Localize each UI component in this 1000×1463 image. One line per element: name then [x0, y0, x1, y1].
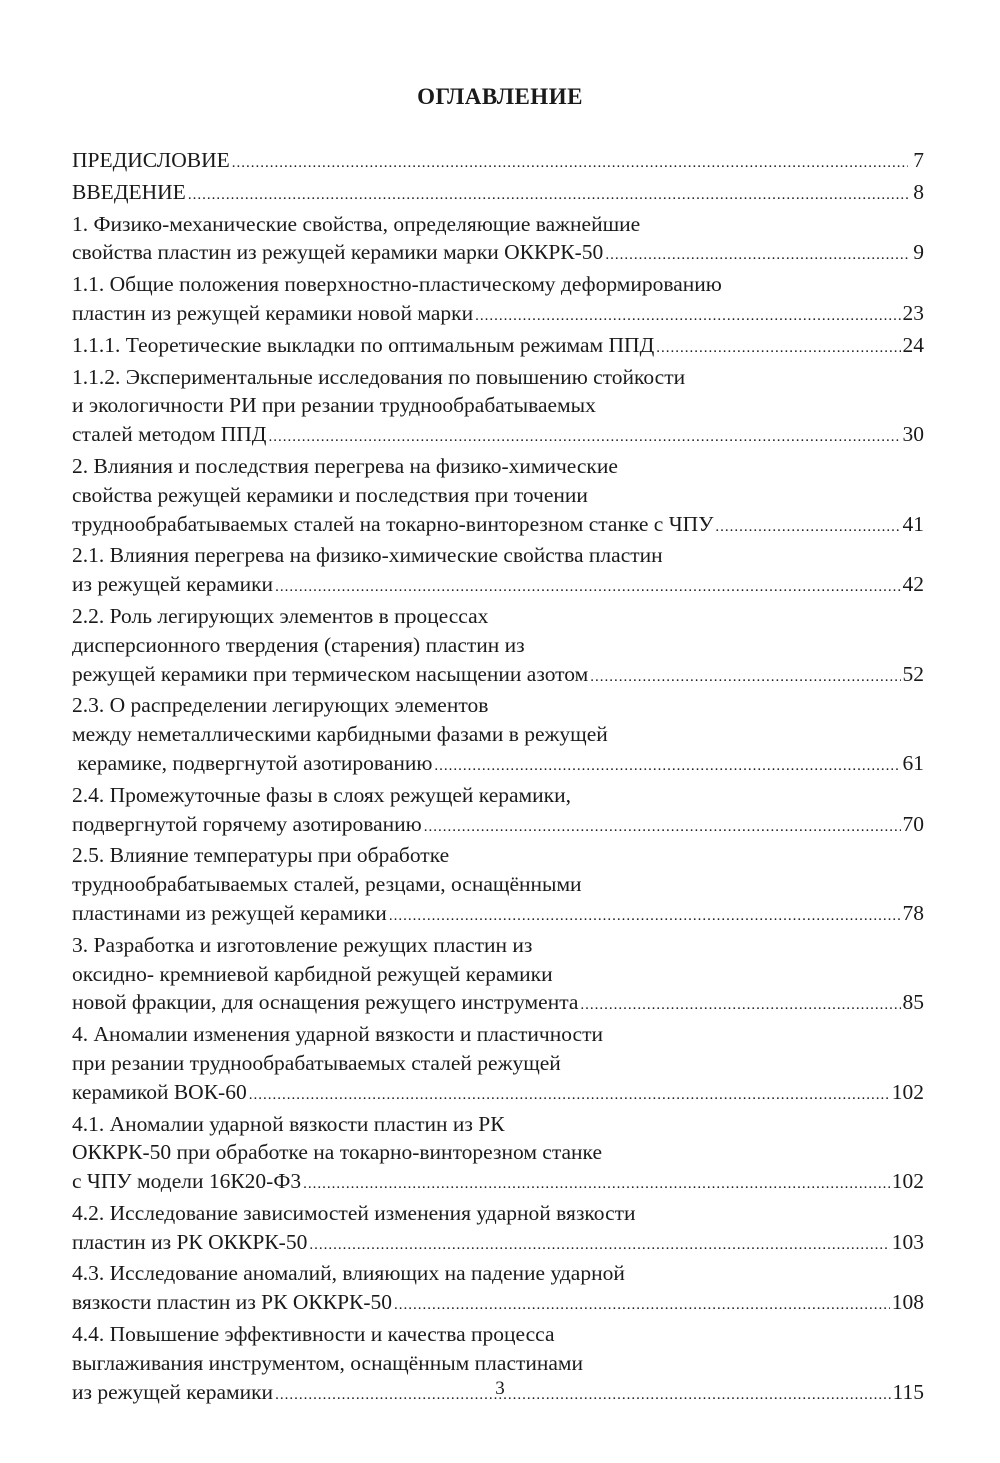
- dot-leader: [434, 752, 900, 781]
- dot-leader: [232, 149, 908, 178]
- toc-entry: [72, 781, 924, 842]
- toc-entry: [72, 331, 924, 363]
- toc-entry-last-line: [72, 1228, 924, 1260]
- toc-entry: [72, 691, 924, 780]
- dot-leader: [275, 573, 900, 602]
- dot-leader: [309, 1231, 889, 1260]
- toc-entry-line: режущей керамики при термическом насыщении азотом: [72, 661, 589, 686]
- toc-entry-line: и экологичности РИ при резании труднообрабатываемых: [72, 393, 596, 418]
- toc-page-number: 8: [913, 179, 924, 204]
- toc-entry-line: из режущей керамики: [72, 572, 274, 597]
- toc-page-number: 108: [891, 1290, 924, 1315]
- toc-entry-last-line: [72, 299, 924, 331]
- toc-entry-line: 2.5. Влияние температуры при обработке: [72, 843, 450, 868]
- toc-entry-line: 2.3. О распределении легирующих элементов: [72, 693, 489, 718]
- toc-entry-line: ОККРК-50 при обработке на токарно-винторезном станке: [72, 1140, 603, 1165]
- toc-entry-line: труднообрабатываемых сталей на токарно-винторезном станке с ЧПУ: [72, 511, 714, 536]
- toc-entry: [72, 541, 924, 602]
- toc-entry-line: оксидно- кремниевой карбидной режущей керамики: [72, 961, 553, 986]
- toc-entry-last-line: [72, 146, 924, 178]
- toc-entry-line: при резании труднообрабатываемых сталей режущей: [72, 1050, 561, 1075]
- toc-entry-line: 1.1.1. Теоретические выкладки по оптимальным режимам ППД: [72, 332, 655, 357]
- toc-entry-line: 4.2. Исследование зависимостей изменения ударной вязкости: [72, 1200, 636, 1225]
- dot-leader: [394, 1291, 890, 1320]
- toc-entry: [72, 1110, 924, 1199]
- toc-entry-line: выглаживания инструментом, оснащённым пластинами: [72, 1350, 584, 1375]
- toc-entry-line: дисперсионного твердения (старения) пластин из: [72, 632, 525, 657]
- toc-entry-last-line: [72, 331, 924, 363]
- toc-entry-line: керамикой ВОК-60: [72, 1079, 247, 1104]
- toc-entry-last-line: [72, 510, 924, 542]
- dot-leader: [475, 302, 900, 331]
- toc-entry-last-line: [72, 1288, 924, 1320]
- footer-page-number: 3: [495, 1378, 505, 1399]
- dot-leader: [268, 423, 900, 452]
- toc-page-number: 9: [913, 240, 924, 265]
- dot-leader: [580, 991, 900, 1020]
- dot-leader: [715, 513, 900, 542]
- toc-entry-line: между неметаллическими карбидными фазами в режущей: [72, 722, 608, 747]
- page-title: ОГЛАВЛЕНИЕ: [417, 84, 583, 109]
- toc-entry: [72, 146, 924, 178]
- toc-entry-last-line: [72, 570, 924, 602]
- toc-page-number: 85: [902, 990, 924, 1015]
- toc-entry-line: новой фракции, для оснащения режущего инструмента: [72, 990, 579, 1015]
- toc-page-number: 24: [902, 332, 924, 357]
- toc-entry-line: с ЧПУ модели 16К20-Ф3: [72, 1169, 302, 1194]
- toc-entry-last-line: [72, 749, 924, 781]
- dot-leader: [249, 1081, 890, 1110]
- toc-page-number: 42: [902, 572, 924, 597]
- toc-entry: [72, 270, 924, 331]
- toc-page-number: 52: [902, 661, 924, 686]
- toc-entry: [72, 363, 924, 452]
- toc-entry: [72, 210, 924, 271]
- toc-page-number: 70: [902, 811, 924, 836]
- toc-entry-line: ПРЕДИСЛОВИЕ: [72, 148, 230, 172]
- toc-entry-line: 2.4. Промежуточные фазы в слоях режущей керамики,: [72, 782, 571, 807]
- toc-entry-last-line: [72, 988, 924, 1020]
- toc-entry-line: подвергнутой горячему азотированию: [72, 811, 422, 836]
- toc-entry: [72, 1259, 924, 1320]
- toc-page-number: 30: [902, 422, 924, 447]
- toc-entry: [72, 931, 924, 1020]
- toc-entry: [72, 1199, 924, 1260]
- toc-page-number: 103: [891, 1229, 924, 1254]
- toc-entry-line: 1. Физико-механические свойства, определяющие важнейшие: [72, 211, 641, 236]
- toc-entry-line: керамике, подвергнутой азотированию: [72, 750, 433, 775]
- toc-page-number: 7: [913, 148, 924, 172]
- toc-entry-line: 2.1. Влияния перегрева на физико-химические свойства пластин: [72, 543, 663, 568]
- dot-leader: [424, 813, 901, 842]
- dot-leader: [656, 334, 900, 363]
- toc-entry: [72, 452, 924, 541]
- dot-leader: [303, 1170, 890, 1199]
- toc-entry-line: вязкости пластин из РК ОККРК-50: [72, 1290, 393, 1315]
- toc-entry-line: сталей методом ППД: [72, 422, 267, 447]
- toc-entry-line: 1.1.2. Экспериментальные исследования по повышению стойкости: [72, 364, 686, 389]
- toc-entry-line: пластинами из режущей керамики: [72, 900, 387, 925]
- toc-entry-line: пластин из режущей керамики новой марки: [72, 300, 474, 325]
- toc-entry-last-line: [72, 420, 924, 452]
- toc-entry-line: свойства пластин из режущей керамики марки ОККРК-50: [72, 240, 604, 265]
- dot-leader: [605, 241, 908, 270]
- toc-entry-line: 4.4. Повышение эффективности и качества процесса: [72, 1322, 555, 1347]
- toc-page-number: 61: [902, 750, 924, 775]
- toc-entry-last-line: [72, 1167, 924, 1199]
- toc-entry-last-line: [72, 1078, 924, 1110]
- toc-entry-line: из режущей керамики: [72, 1379, 274, 1404]
- toc-entry-last-line: [72, 810, 924, 842]
- toc-entry-line: пластин из РК ОККРК-50: [72, 1229, 308, 1254]
- toc-entry: [72, 841, 924, 930]
- toc-entry-line: 2. Влияния и последствия перегрева на физико-химические: [72, 453, 618, 478]
- toc-page-number: 102: [891, 1169, 924, 1194]
- toc-page-number: 115: [892, 1379, 924, 1404]
- toc-entry-line: труднообрабатываемых сталей, резцами, оснащёнными: [72, 872, 582, 897]
- toc-entry-line: 3. Разработка и изготовление режущих пластин из: [72, 932, 533, 957]
- toc-entry: [72, 1020, 924, 1109]
- toc-entry-line: 4.1. Аномалии ударной вязкости пластин из РК: [72, 1111, 505, 1136]
- toc-entry-line: 4.3. Исследование аномалий, влияющих на падение ударной: [72, 1261, 625, 1286]
- dot-leader: [389, 902, 901, 931]
- dot-leader: [188, 181, 908, 210]
- toc-page-number: 102: [891, 1079, 924, 1104]
- toc-entry-line: 2.2. Роль легирующих элементов в процессах: [72, 603, 489, 628]
- toc-entry-line: 1.1. Общие положения поверхностно-пластическому деформированию: [72, 272, 722, 297]
- toc-entry-line: 4. Аномалии изменения ударной вязкости и пластичности: [72, 1022, 603, 1047]
- table-of-contents: [72, 146, 924, 1409]
- toc-entry-line: свойства режущей керамики и последствия при точении: [72, 482, 588, 507]
- toc-entry-line: ВВЕДЕНИЕ: [72, 179, 186, 204]
- toc-entry: [72, 178, 924, 210]
- toc-page-number: 41: [902, 511, 924, 536]
- dot-leader: [590, 663, 900, 692]
- toc-entry-last-line: [72, 660, 924, 692]
- toc-entry-last-line: [72, 238, 924, 270]
- toc-page-number: 78: [902, 900, 924, 925]
- toc-entry-last-line: [72, 899, 924, 931]
- toc-entry: [72, 602, 924, 691]
- toc-entry-last-line: [72, 178, 924, 210]
- toc-page-number: 23: [902, 300, 924, 325]
